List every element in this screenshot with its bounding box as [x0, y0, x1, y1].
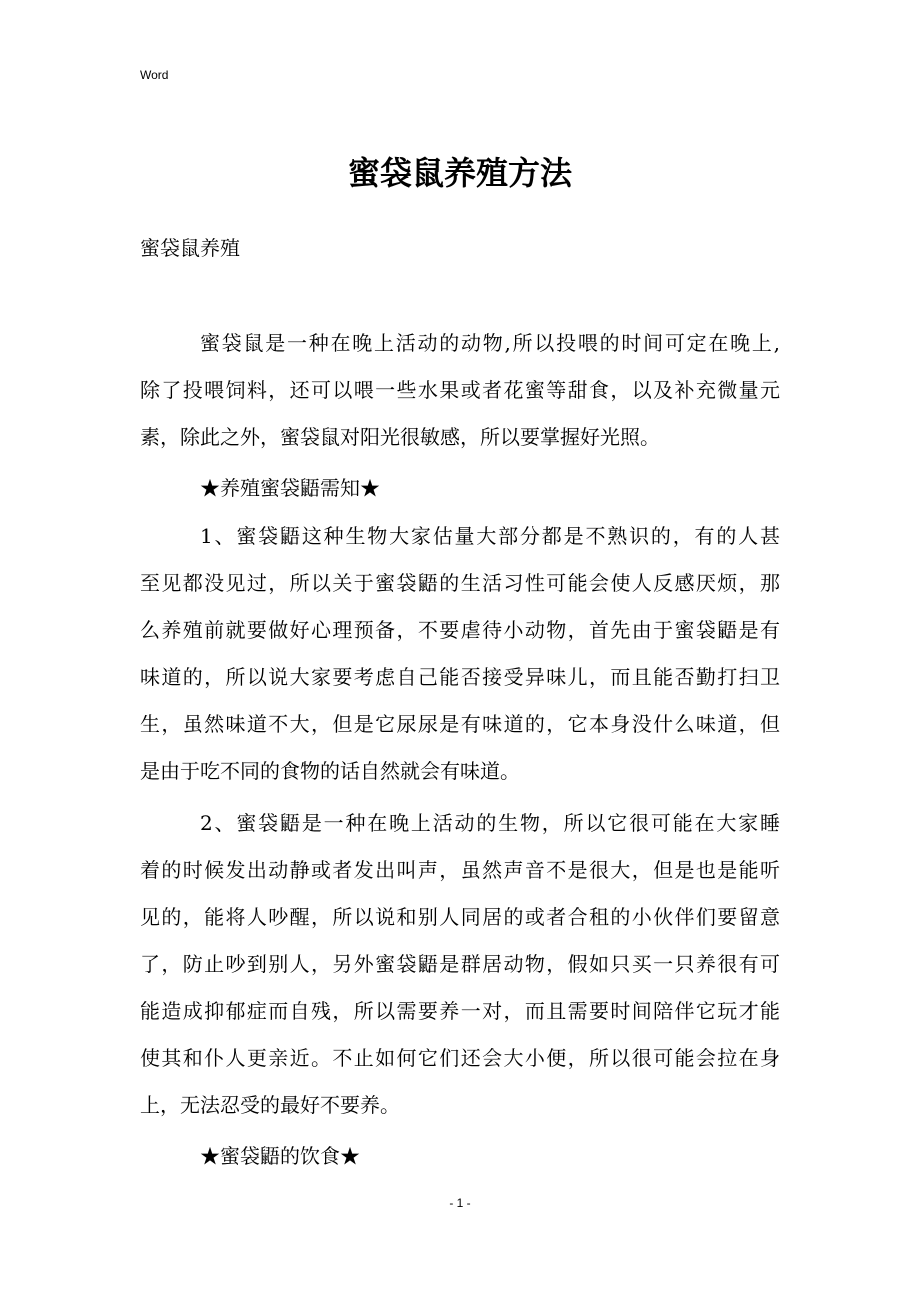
paragraph-line: 蜜袋鼠是一种在晚上活动的动物,所以投喂的时间可定在晚上,: [200, 331, 780, 355]
paragraph-line: 至见都没见过，所以关于蜜袋鼯的生活习性可能会使人反感厌烦，那: [140, 571, 780, 595]
paragraph-line: 使其和仆人更亲近。不止如何它们还会大小便，所以很可能会拉在身: [140, 1046, 780, 1070]
section-subtitle: 蜜袋鼠养殖: [140, 236, 240, 260]
paragraph-line: 除了投喂饲料，还可以喂一些水果或者花蜜等甜食，以及补充微量元: [140, 378, 780, 402]
page-header: Word: [140, 68, 169, 82]
section-heading: ★蜜袋鼯的饮食★: [200, 1144, 360, 1168]
paragraph-line: 是由于吃不同的食物的话自然就会有味道。: [140, 759, 520, 783]
section-heading: ★养殖蜜袋鼯需知★: [200, 476, 380, 500]
paragraph-line: 生，虽然味道不大，但是它尿尿是有味道的，它本身没什么味道，但: [140, 712, 780, 736]
paragraph-line: 味道的，所以说大家要考虑自己能否接受异味儿，而且能否勤打扫卫: [140, 665, 780, 689]
document-title: 蜜袋鼠养殖方法: [347, 154, 572, 192]
paragraph-line: 能造成抑郁症而自残，所以需要养一对，而且需要时间陪伴它玩才能: [140, 999, 780, 1023]
paragraph-line: 1、蜜袋鼯这种生物大家估量大部分都是不熟识的，有的人甚: [200, 524, 780, 548]
paragraph-line: 上，无法忍受的最好不要养。: [140, 1093, 400, 1117]
paragraph-line: 2、蜜袋鼯是一种在晚上活动的生物，所以它很可能在大家睡: [200, 811, 780, 835]
paragraph-line: 了，防止吵到别人，另外蜜袋鼯是群居动物，假如只买一只养很有可: [140, 952, 780, 976]
paragraph-line: 见的，能将人吵醒，所以说和别人同居的或者合租的小伙伴们要留意: [140, 905, 780, 929]
paragraph-line: 素，除此之外，蜜袋鼠对阳光很敏感，所以要掌握好光照。: [140, 425, 660, 449]
paragraph-line: 着的时候发出动静或者发出叫声，虽然声音不是很大，但是也是能听: [140, 858, 780, 882]
paragraph-line: 么养殖前就要做好心理预备，不要虐待小动物，首先由于蜜袋鼯是有: [140, 618, 780, 642]
page-number: - 1 -: [449, 1196, 471, 1210]
